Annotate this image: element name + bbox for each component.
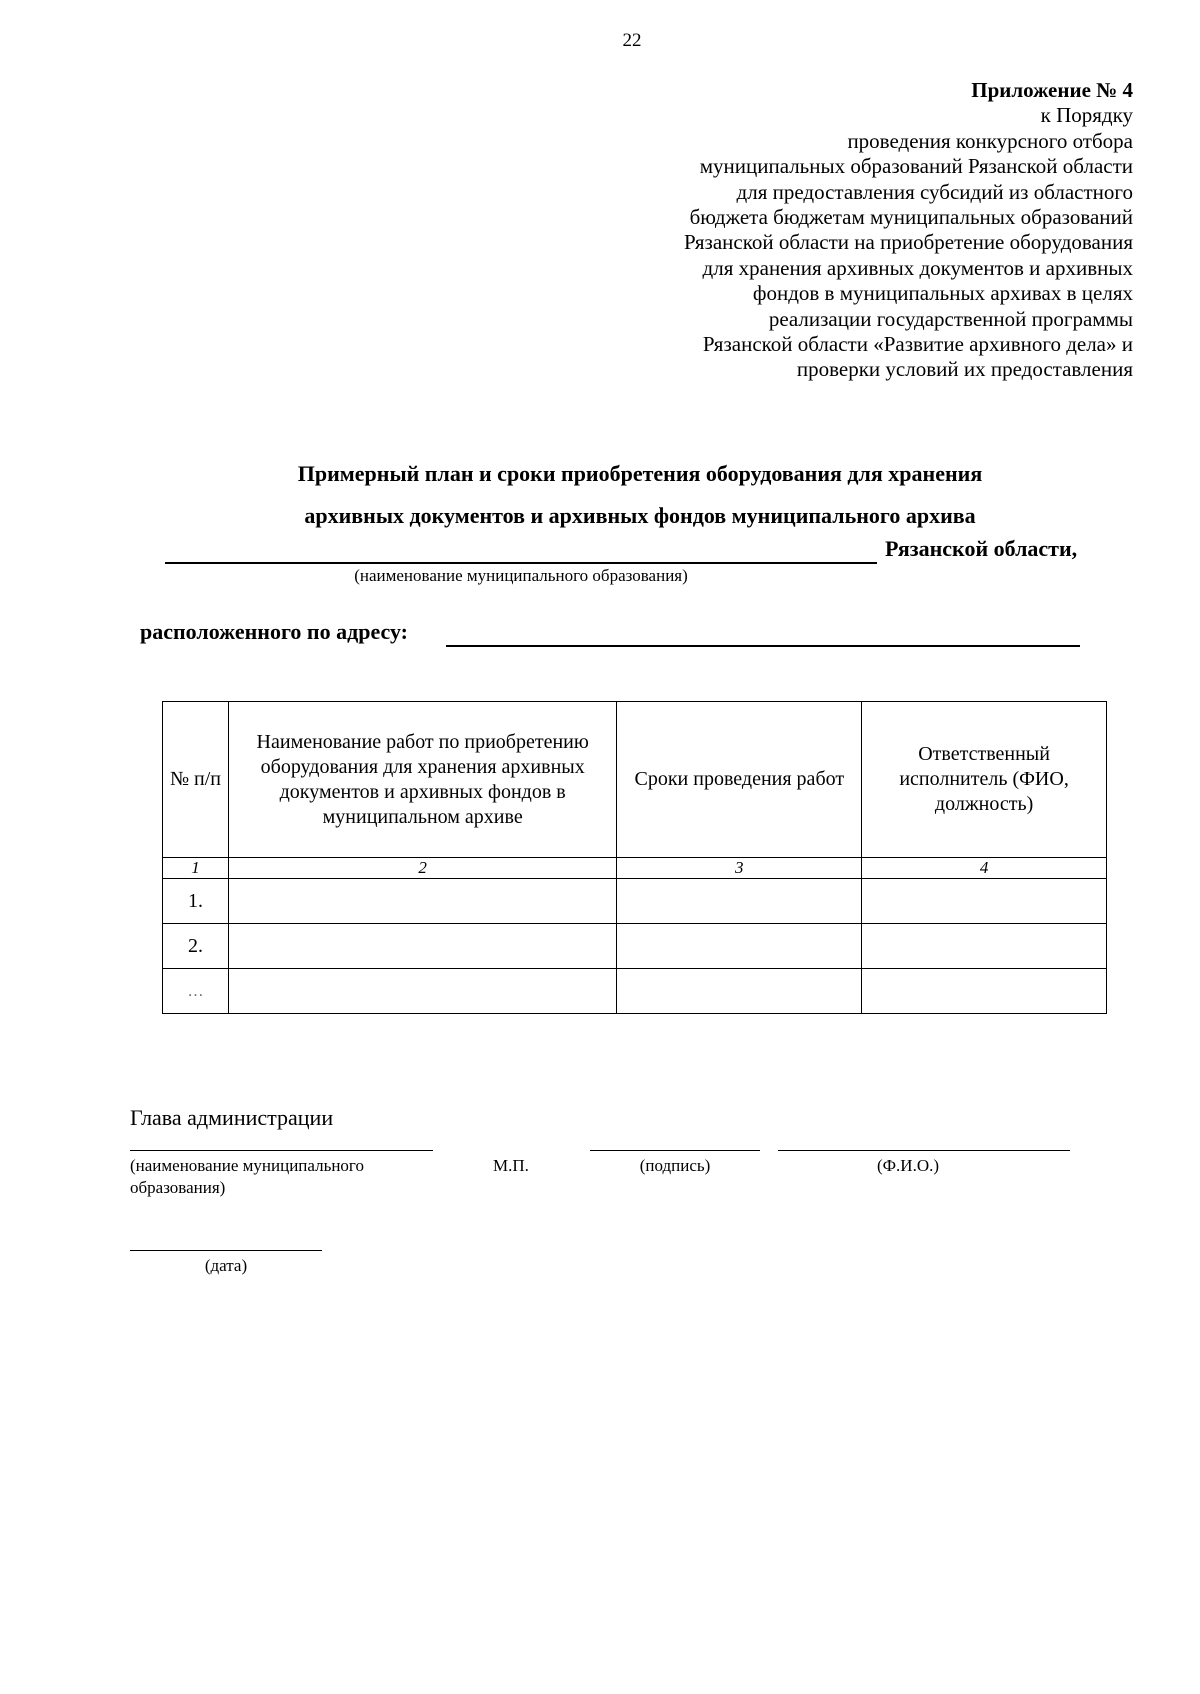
municipality-caption: (наименование муниципального образования)	[354, 566, 688, 585]
table-row	[163, 924, 1107, 969]
header-work-name: Наименование работ по приобретению оборудования для хранения архивных документов и архивных фондов в муниципальном архиве	[228, 702, 617, 858]
table-cell[interactable]	[228, 879, 617, 924]
table-cell[interactable]	[228, 924, 617, 969]
column-number-row	[163, 858, 1107, 879]
plan-table	[162, 701, 1107, 1014]
header-deadline: Сроки проведения работ	[617, 702, 862, 858]
stamp-place-label: М.П.	[493, 1156, 529, 1175]
appendix-line: муниципальных образований Рязанской области	[699, 154, 1133, 179]
table-cell[interactable]	[862, 969, 1107, 1014]
municipality-suffix: Рязанской области,	[885, 536, 1078, 561]
table-cell[interactable]	[617, 879, 862, 924]
table-cell[interactable]	[862, 879, 1107, 924]
table-row	[163, 879, 1107, 924]
column-number: 4	[862, 858, 1107, 879]
appendix-title: Приложение № 4	[971, 78, 1133, 102]
appendix-line: для предоставления субсидий из областного	[736, 179, 1133, 204]
full-name-blank-line[interactable]	[778, 1150, 1070, 1151]
appendix-line: Рязанской области на приобретение оборудования	[684, 230, 1133, 255]
column-number: 2	[228, 858, 617, 879]
header-number: № п/п	[163, 702, 229, 858]
row-number: 1.	[163, 879, 229, 924]
date-blank-line[interactable]	[130, 1250, 322, 1251]
address-blank-line[interactable]	[446, 645, 1080, 647]
appendix-line: к Порядку	[1040, 103, 1133, 128]
appendix-line: для хранения архивных документов и архивных	[702, 255, 1133, 280]
document-title-line-2: архивных документов и архивных фондов муниципального архива	[304, 503, 976, 528]
municipality-blank-line[interactable]	[165, 562, 877, 564]
row-number: 2.	[163, 924, 229, 969]
date-caption: (дата)	[204, 1256, 248, 1275]
signature-caption: (подпись)	[639, 1156, 711, 1175]
document-title	[140, 453, 1140, 537]
full-name-caption: (Ф.И.О.)	[876, 1156, 940, 1175]
table-cell[interactable]	[228, 969, 617, 1014]
appendix-line: бюджета бюджетам муниципальных образований	[689, 205, 1133, 230]
municipality-row	[165, 536, 1105, 568]
table-cell[interactable]	[862, 924, 1107, 969]
table-row	[163, 969, 1107, 1014]
appendix-line: реализации государственной программы	[768, 306, 1133, 331]
organization-blank-line[interactable]	[130, 1150, 433, 1151]
address-row	[140, 619, 1080, 651]
address-label: расположенного по адресу:	[140, 619, 408, 644]
table-cell[interactable]	[617, 969, 862, 1014]
appendix-line: проведения конкурсного отбора	[847, 128, 1133, 153]
organization-caption: (наименование муниципального образования)	[130, 1156, 364, 1197]
appendix-line: Рязанской области «Развитие архивного дела» и	[702, 332, 1133, 357]
header-responsible: Ответственный исполнитель (ФИО, должность)	[862, 702, 1107, 858]
appendix-line: фондов в муниципальных архивах в целях	[752, 281, 1133, 306]
column-number: 3	[617, 858, 862, 879]
appendix-block	[573, 78, 1133, 383]
table-header-row	[163, 702, 1107, 858]
table-cell[interactable]	[617, 924, 862, 969]
document-title-line-1: Примерный план и сроки приобретения оборудования для хранения	[297, 461, 983, 486]
row-number: …	[163, 969, 229, 1014]
head-of-administration-label: Глава администрации	[130, 1105, 334, 1130]
column-number: 1	[163, 858, 229, 879]
appendix-line: проверки условий их предоставления	[796, 357, 1133, 382]
signature-blank-line[interactable]	[590, 1150, 760, 1151]
page-number: 22	[622, 30, 642, 51]
